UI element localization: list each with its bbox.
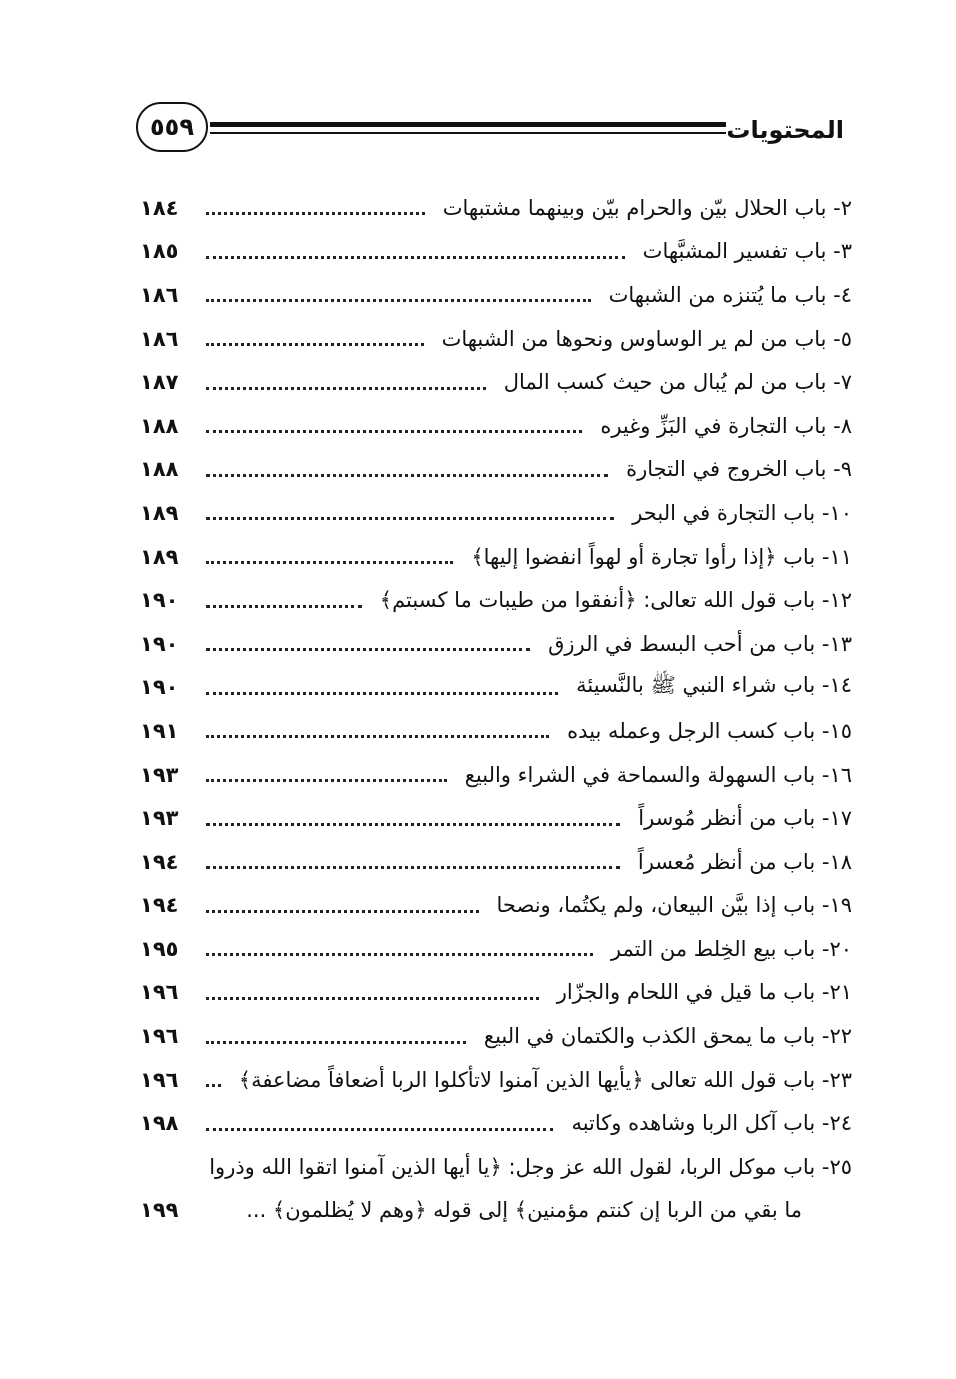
toc-entry-page: ١٩٥ <box>140 936 179 961</box>
toc-dot-leader <box>206 299 591 302</box>
toc-entry-title: ١٧- باب من أنظر مُوسراً <box>638 806 852 831</box>
toc-entry <box>140 186 852 230</box>
toc-entry <box>140 578 852 622</box>
toc-entry <box>140 535 852 579</box>
toc-entry <box>140 273 852 317</box>
toc-entry-page: ١٩٩ <box>140 1198 179 1223</box>
toc-dot-leader <box>206 343 424 346</box>
toc-dot-leader <box>206 474 608 477</box>
toc-entry-page: ١٨٥ <box>140 239 179 264</box>
toc-entry <box>140 1014 852 1058</box>
toc-entry <box>140 622 852 666</box>
toc-entry-page: ١٩٤ <box>140 849 179 874</box>
toc-dot-leader <box>206 779 447 782</box>
toc-entry-page: ١٨٨ <box>140 413 179 438</box>
toc-entry-line2-row <box>140 1189 852 1233</box>
page-number-badge: ٥٥٩ <box>136 102 208 152</box>
toc-entry-title: ٩- باب الخروج في التجارة <box>626 457 852 482</box>
toc-entry <box>140 927 852 971</box>
toc-entry-title: ٢٤- باب آكل الربا وشاهده وكاتبه <box>571 1111 852 1136</box>
toc-entry-title: ١٠- باب التجارة في البحر <box>632 500 852 525</box>
toc-entry-multiline <box>140 1145 852 1232</box>
toc-entry-page: ١٨٦ <box>140 326 179 351</box>
toc-entry-title: ٥- باب من لم ير الوساوس ونحوها من الشبهات <box>441 326 852 351</box>
toc-entry <box>140 884 852 928</box>
toc-entry <box>140 230 852 274</box>
toc-entry <box>140 360 852 404</box>
toc-entry <box>140 666 852 710</box>
toc-entry-title: ١٨- باب من أنظر مُعسراً <box>637 849 852 874</box>
toc-entry-page: ١٩٣ <box>140 762 179 787</box>
toc-entry-title: ١٦- باب السهولة والسماحة في الشراء والبيع <box>464 762 852 787</box>
toc-entry-page: ١٨٧ <box>140 370 179 395</box>
toc-dot-leader <box>206 866 620 869</box>
toc-dot-leader <box>206 910 479 913</box>
toc-entry <box>140 753 852 797</box>
toc-dot-leader <box>206 605 362 608</box>
toc-dot-leader <box>206 517 614 520</box>
toc-entry-title: ١٥- باب كسب الرجل وعمله بيده <box>567 718 852 743</box>
toc-entry-page: ١٩٦ <box>140 1067 179 1092</box>
toc-entry-page: ١٨٤ <box>140 195 179 220</box>
toc-entry-title: ٨- باب التجارة في البَزِّ وغيره <box>600 413 852 438</box>
toc-dot-leader <box>206 997 539 1000</box>
toc-entry-title: ٢٠- باب بيع الخِلط من التمر <box>610 936 852 961</box>
toc-entry-title: ٧- باب من لم يُبال من حيث كسب المال <box>503 370 852 395</box>
toc-dot-leader <box>206 430 582 433</box>
toc-entry-page: ١٩١ <box>140 718 179 743</box>
toc-entry-page: ١٩٦ <box>140 980 179 1005</box>
toc-entry-title: ١٢- باب قول الله تعالى: ﴿أنفقوا من طيبات ما كسبتم﴾ <box>379 588 852 613</box>
toc-entry-title-line2: ما بقي من الربا إن كنتم مؤمنين﴾ إلى قوله ﴿وهم لا يُظلمون﴾ ... <box>246 1198 802 1223</box>
toc-dot-leader <box>206 387 486 390</box>
toc-entry-title: ٢- باب الحلال بيّن والحرام بيّن وبينهما مشتبهات <box>442 195 852 220</box>
toc-dot-leader <box>206 953 593 956</box>
toc-entry-page: ١٨٦ <box>140 282 179 307</box>
toc-entry-title: ٣- باب تفسير المشبَّهات <box>642 239 852 264</box>
toc-dot-leader <box>206 692 558 695</box>
toc-entry-title: ١٣- باب من أحب البسط في الرزق <box>548 631 852 656</box>
toc-dot-leader <box>206 1041 466 1044</box>
toc-entry-title: ١٩- باب إذا بيَّن البيعان، ولم يكتُما، ونصحا <box>496 893 852 918</box>
toc-entry-page: ١٩٠ <box>140 675 179 700</box>
toc-entry <box>140 491 852 535</box>
toc-entry-page: ١٩٨ <box>140 1111 179 1136</box>
toc-dot-leader <box>206 823 620 826</box>
page-header <box>136 100 844 162</box>
toc-entry-page: ١٨٩ <box>140 500 179 525</box>
toc-entry-title: ٢٣- باب قول الله تعالى ﴿يأيها الذين آمنوا لاتأكلوا الربا أضعافاً مضاعفة﴾ <box>238 1067 852 1092</box>
toc-dot-leader <box>206 1128 553 1131</box>
toc-entry-page: ١٩٦ <box>140 1024 179 1049</box>
toc-entry-page: ١٩٠ <box>140 631 179 656</box>
toc-entry <box>140 971 852 1015</box>
toc-entry <box>140 1101 852 1145</box>
toc-entry <box>140 317 852 361</box>
header-title: المحتويات <box>726 116 844 144</box>
header-rule-thick <box>210 122 726 127</box>
toc-entry-title: ١١- باب ﴿إذا رأوا تجارة أو لهواً انفضوا إليها﴾ <box>471 544 852 569</box>
toc-entry-title: ٤- باب ما يُتنزه من الشبهات <box>608 282 852 307</box>
toc-entry-page: ١٩٣ <box>140 806 179 831</box>
toc-entry-page: ١٨٨ <box>140 457 179 482</box>
toc-entry-title: ١٤- باب شراء النبي ﷺ بالنَّسيئة <box>576 672 852 697</box>
toc-entry <box>140 709 852 753</box>
toc-entry-title: ٢١- باب ما قيل في اللحام والجزّار <box>556 980 852 1005</box>
toc-entry <box>140 448 852 492</box>
toc-entry <box>140 840 852 884</box>
toc-dot-leader <box>206 561 453 564</box>
table-of-contents <box>140 186 852 1232</box>
toc-dot-leader <box>206 212 425 215</box>
toc-entry-title-line1: ٢٥- باب موكل الربا، لقول الله عز وجل: ﴿يا أيها الذين آمنوا اتقوا الله وذروا <box>209 1154 852 1179</box>
toc-dot-leader <box>206 648 530 651</box>
header-rule <box>210 122 726 138</box>
toc-entry-page: ١٩٠ <box>140 588 179 613</box>
toc-entry-page: ١٩٤ <box>140 893 179 918</box>
header-rule-thin <box>210 132 726 134</box>
toc-dot-leader <box>206 256 625 259</box>
toc-entry <box>140 404 852 448</box>
toc-entry-title: ٢٢- باب ما يمحق الكذب والكتمان في البيع <box>483 1024 852 1049</box>
toc-entry <box>140 796 852 840</box>
toc-dot-leader <box>206 1084 221 1087</box>
toc-entry <box>140 1058 852 1102</box>
toc-entry-page: ١٨٩ <box>140 544 179 569</box>
toc-dot-leader <box>206 735 549 738</box>
